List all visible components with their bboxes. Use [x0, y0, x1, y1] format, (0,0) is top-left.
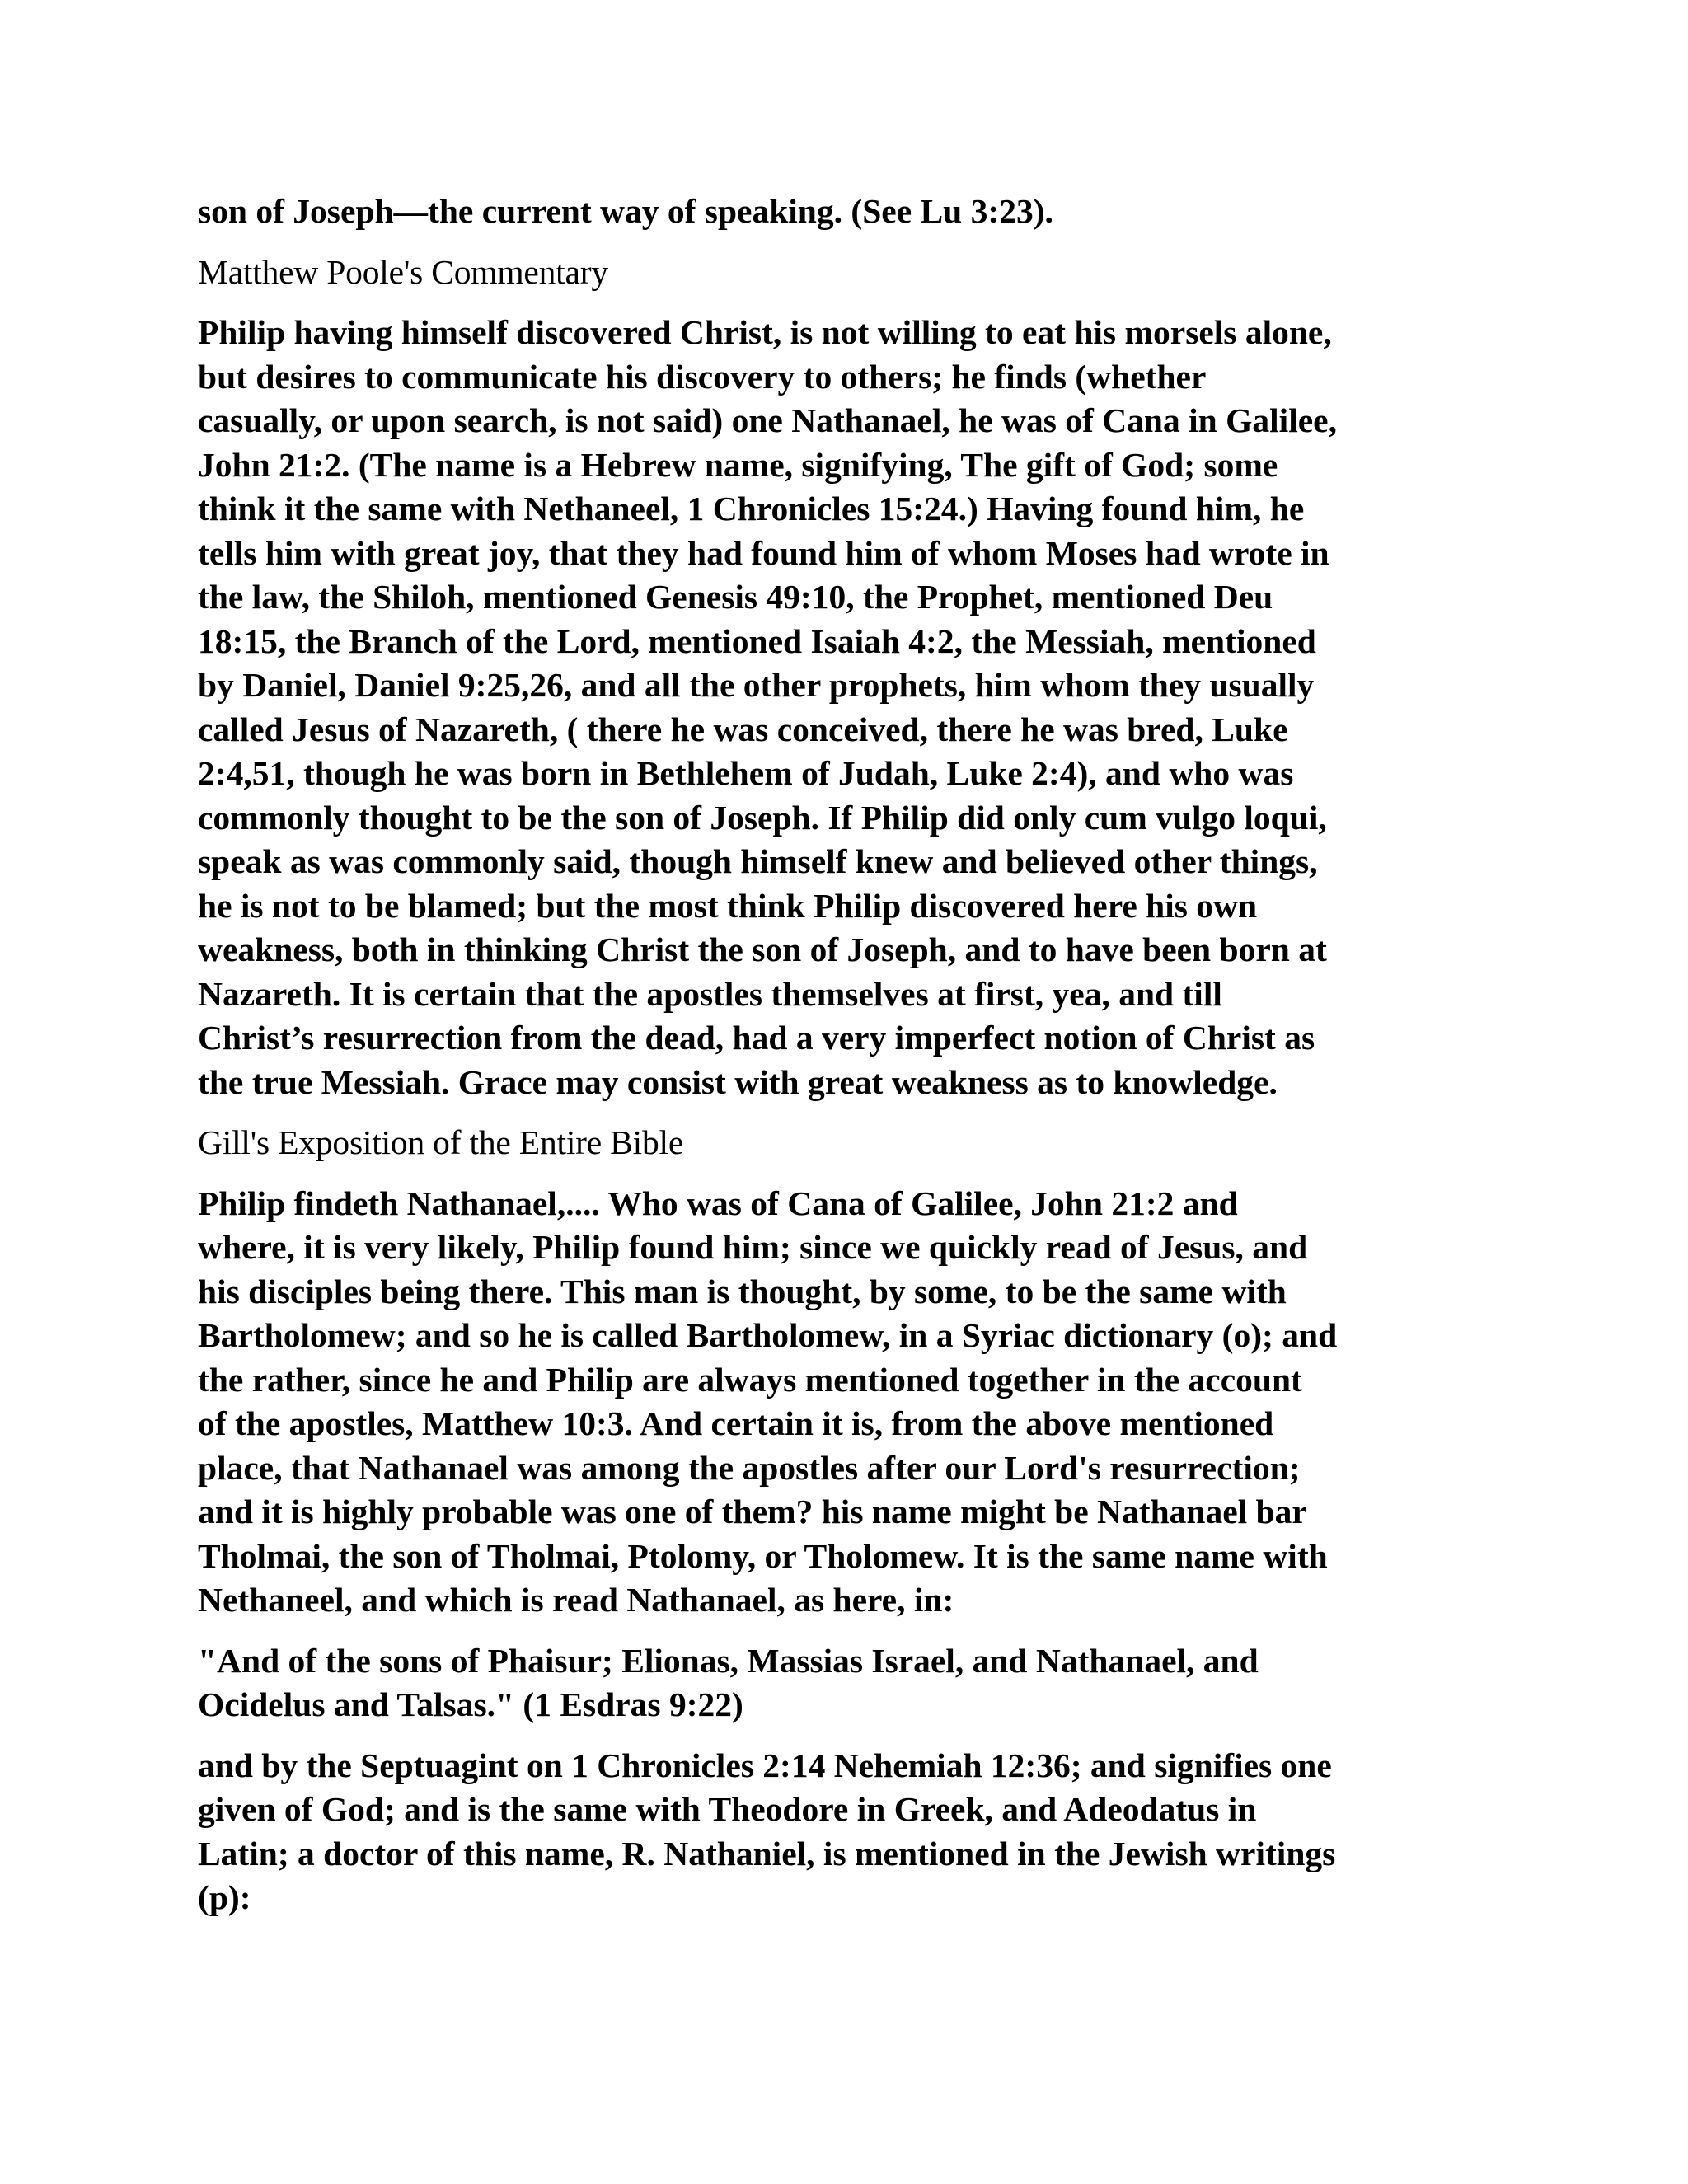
gill-exposition-text: Philip findeth Nathanael,.... Who was of Cana of Galilee, John 21:2 and where, it is very likely, Philip found him; since we quickly read of Jesus, and his disciples being there. This man is thought, by some, to be the same with Bartholomew; and so he is called Bartholomew, in a Syriac dictionary (o); and the rather, since he and Philip are always mentioned together in the account of the apostles, Matthew 10:3. And certain it is, from the above mentioned place, that Nathanael was among the apostles after our Lord's resurrection; and it is highly probable was one of them? his name might be Nathanael bar Tholmai, the son of Tholmai, Ptolomy, or Tholomew. It is the same name with Nethaneel, and which is read Nathanael, as here, in: [198, 1183, 1338, 1619]
closing-text: and by the Septuagint on 1 Chronicles 2:14 Nehemiah 12:36; and signifies one given of God; and is the same with Theodore in Greek, and Adeodatus in Latin; a doctor of this name, R. Nathaniel, is mentioned in the Jewish writings (p): [198, 1746, 1336, 1916]
poole-commentary-text: Philip having himself discovered Christ, is not willing to eat his morsels alone, but desires to communicate his discovery to others; he finds (whether casually, or upon search, is not said) one Nathanael, he was of Cana in Galilee, John 21:2. (The name is a Hebrew name, signifying, The gift of God; some think it the same with Nethaneel, 1 Chronicles 15:24.) Having found him, he tells him with great joy, that they had found him of whom Moses had wrote in the law, the Shiloh, mentioned Genesis 49:10, the Prophet, mentioned Deu 18:15, the Branch of the Lord, mentioned Isaiah 4:2, the Messiah, mentioned by Daniel, Daniel 9:25,26, and all the other prophets, him whom they usually called Jesus of Nazareth, ( there he was conceived, there he was bred, Luke 2:4,51, though he was born in Bethlehem of Judah, Luke 2:4), and who was commonly thought to be the son of Joseph. If Philip did only cum vulgo loqui, speak as was commonly said, though himself knew and believed other things, he is not to be blamed; but the most think Philip discovered here his own weakness, both in thinking Christ the son of Joseph, and to have been born at Nazareth. It is certain that the apostles themselves at first, yea, and till Christ’s resurrection from the dead, had a very imperfect notion of Christ as the true Messiah. Grace may consist with great weakness as to knowledge. [198, 313, 1337, 1101]
continuation-line: son of Joseph—the current way of speaking. (See Lu 3:23). [198, 192, 1053, 230]
poole-commentary-heading: Matthew Poole's Commentary [198, 252, 608, 291]
esdras-quote: "And of the sons of Phaisur; Elionas, Massias Israel, and Nathanael, and Ocidelus and Talsas." (1 Esdras 9:22) [198, 1641, 1259, 1723]
gill-exposition-heading: Gill's Exposition of the Entire Bible [198, 1123, 684, 1161]
